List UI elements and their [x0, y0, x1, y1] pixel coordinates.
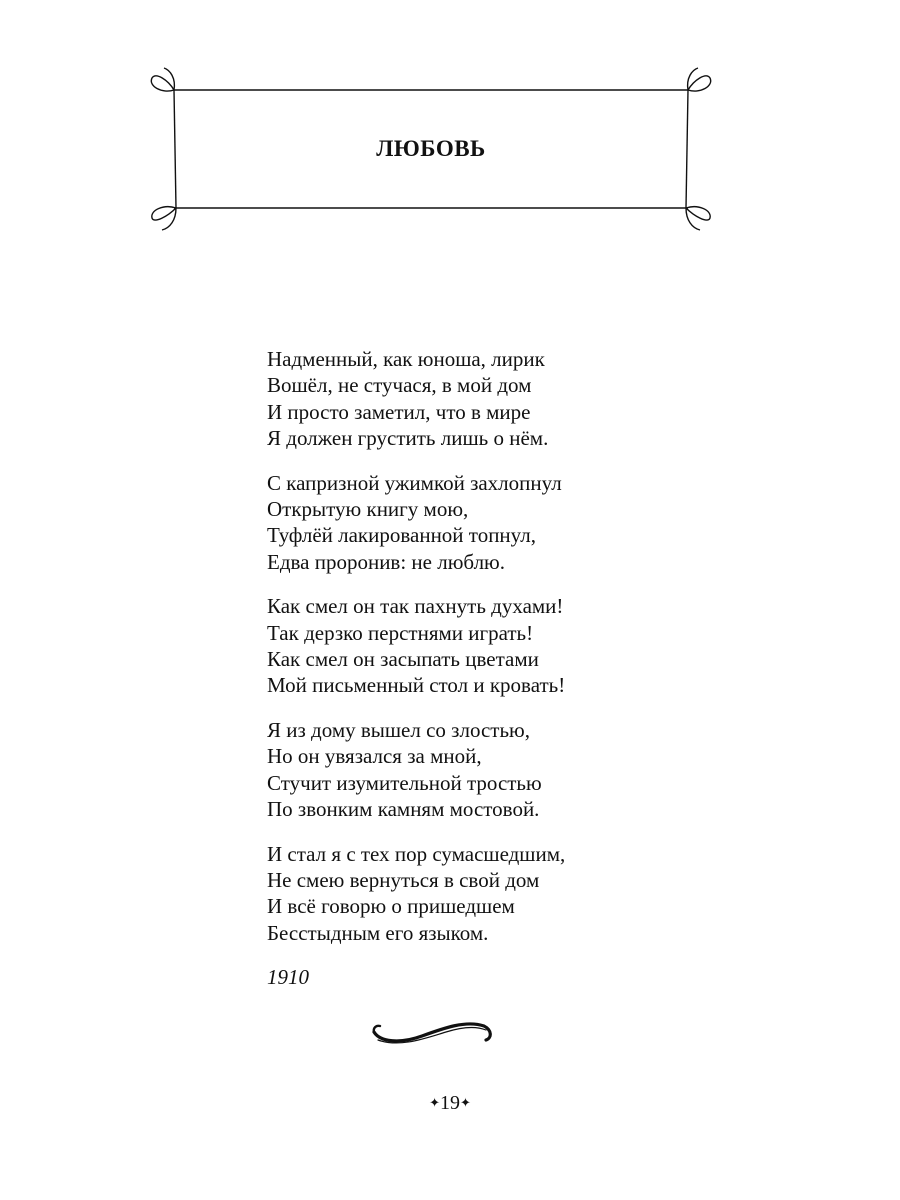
stanza	[267, 841, 667, 947]
flourish-ornament	[370, 1018, 494, 1050]
poem-line: Но он увязался за мной,	[267, 744, 482, 769]
poem-line: Надменный, как юноша, лирик	[267, 347, 545, 371]
poem-line: И стал я с тех пор сумасшедшим,	[267, 841, 566, 866]
poem-line: Стучит изумительной тростью	[267, 770, 542, 795]
poem-line: Так дерзко перстнями играть!	[267, 620, 534, 645]
poem-line: И просто заметил, что в мире	[267, 399, 531, 424]
poem-line: Не смею вернуться в свой дом	[267, 867, 540, 892]
poem-line: И всё говорю о пришедшем	[267, 894, 515, 919]
poem-line: По звонким камням мостовой.	[267, 797, 540, 822]
poem-year: 1910	[267, 965, 309, 990]
poem-line: Как смел он так пахнуть духами!	[267, 594, 564, 619]
poem-line: Как смел он засыпать цветами	[267, 647, 539, 672]
poem-line: Туфлёй лакированной топнул,	[267, 523, 536, 548]
poem-line: Открытую книгу мою,	[267, 497, 469, 522]
poem-body	[267, 346, 667, 991]
stanza	[267, 717, 667, 823]
title-frame	[148, 64, 714, 234]
poem-line: Мой письменный стол и кровать!	[267, 673, 566, 698]
page-number: 19	[440, 1092, 460, 1114]
poem-line: С капризной ужимкой захлопнул	[267, 470, 562, 495]
poem-line: Я из дому вышел со злостью,	[267, 717, 530, 742]
poem-line: Вошёл, не стучася, в мой дом	[267, 373, 532, 398]
star-ornament-icon: ✦	[460, 1095, 471, 1110]
page-number-footer	[0, 1092, 900, 1115]
poem-line: Я должен грустить лишь о нём.	[267, 426, 549, 451]
poem-line: Едва проронив: не люблю.	[267, 549, 505, 574]
star-ornament-icon: ✦	[429, 1095, 440, 1110]
stanza	[267, 593, 667, 699]
stanza	[267, 346, 667, 452]
poem-line: Бесстыдным его языком.	[267, 920, 489, 945]
stanza	[267, 470, 667, 576]
poem-title: ЛЮБОВЬ	[376, 136, 486, 161]
